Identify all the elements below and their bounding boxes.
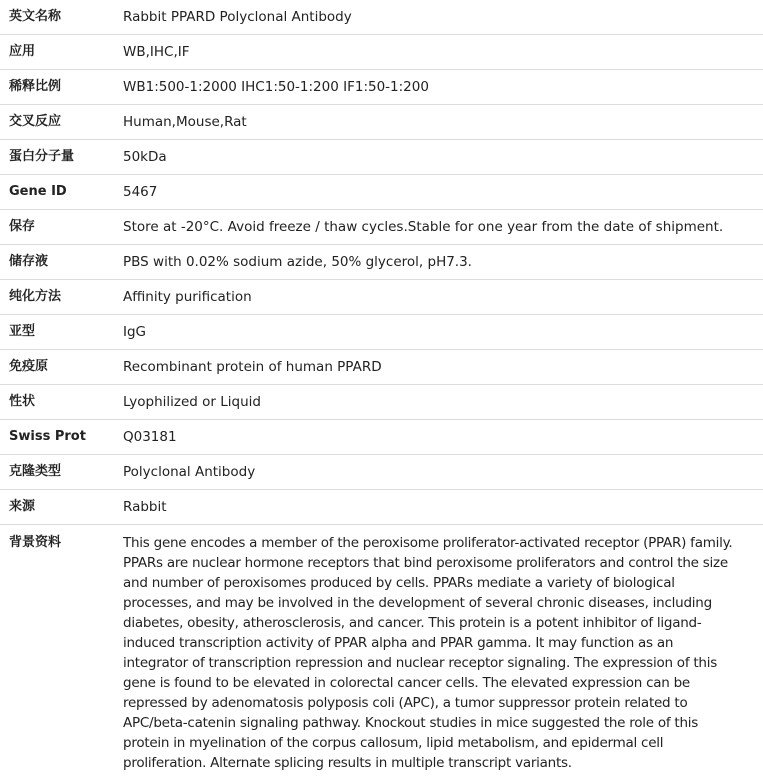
spec-label: 来源 bbox=[0, 490, 122, 525]
spec-row bbox=[0, 350, 763, 385]
spec-value: Recombinant protein of human PPARD bbox=[122, 350, 763, 385]
background-line: PPARs are nuclear hormone receptors that bind peroxisome proliferators and control the size bbox=[123, 555, 728, 571]
spec-value: WB1:500-1:2000 IHC1:50-1:200 IF1:50-1:200 bbox=[122, 70, 763, 105]
spec-row bbox=[0, 315, 763, 350]
spec-row bbox=[0, 105, 763, 140]
background-line: protein in myelination of the corpus callosum, lipid metabolism, and epidermal cell bbox=[123, 735, 664, 751]
background-line: integrator of transcription repression and nuclear receptor signaling. The expression of this bbox=[123, 655, 717, 671]
background-line: diabetes, obesity, atherosclerosis, and cancer. This protein is a potent inhibitor of ligand- bbox=[123, 615, 702, 631]
spec-label: 保存 bbox=[0, 210, 122, 245]
background-row bbox=[0, 525, 763, 774]
background-line: repressed by adenomatosis polyposis coli (APC), a tumor suppressor protein related to bbox=[123, 695, 688, 711]
background-line: and number of peroxisomes produced by cells. PPARs mediate a variety of biological bbox=[123, 575, 675, 591]
spec-value: Affinity purification bbox=[122, 280, 763, 315]
spec-row bbox=[0, 70, 763, 105]
background-line: APC/beta-catenin signaling pathway. Knockout studies in mice suggested the role of this bbox=[123, 715, 699, 731]
background-line: induced transcription activity of PPAR alpha and PPAR gamma. It may function as an bbox=[123, 635, 674, 651]
background-line: This gene encodes a member of the peroxisome proliferator-activated receptor (PPAR) family. bbox=[123, 535, 733, 551]
spec-label: 储存液 bbox=[0, 245, 122, 280]
spec-label: 英文名称 bbox=[0, 0, 122, 35]
spec-row bbox=[0, 490, 763, 525]
spec-label: 应用 bbox=[0, 35, 122, 70]
spec-value: IgG bbox=[122, 315, 763, 350]
spec-value: Rabbit bbox=[122, 490, 763, 525]
spec-row bbox=[0, 385, 763, 420]
spec-label: 蛋白分子量 bbox=[0, 140, 122, 175]
spec-value: PBS with 0.02% sodium azide, 50% glycerol, pH7.3. bbox=[122, 245, 763, 280]
spec-label: 克隆类型 bbox=[0, 455, 122, 490]
spec-row bbox=[0, 175, 763, 210]
spec-value: Human,Mouse,Rat bbox=[122, 105, 763, 140]
spec-label: 亚型 bbox=[0, 315, 122, 350]
spec-label: 稀释比例 bbox=[0, 70, 122, 105]
background-line: proliferation. Alternate splicing results in multiple transcript variants. bbox=[123, 755, 572, 771]
spec-row bbox=[0, 280, 763, 315]
spec-row bbox=[0, 35, 763, 70]
spec-label: 交叉反应 bbox=[0, 105, 122, 140]
background-line: processes, and may be involved in the development of several chronic diseases, including bbox=[123, 595, 712, 611]
spec-row bbox=[0, 245, 763, 280]
spec-value: 5467 bbox=[122, 175, 763, 210]
spec-row bbox=[0, 140, 763, 175]
spec-row bbox=[0, 455, 763, 490]
spec-label: Gene ID bbox=[0, 175, 122, 210]
spec-value: Lyophilized or Liquid bbox=[122, 385, 763, 420]
spec-label: 纯化方法 bbox=[0, 280, 122, 315]
spec-row bbox=[0, 210, 763, 245]
spec-label: 背景资料 bbox=[9, 535, 62, 550]
spec-value: WB,IHC,IF bbox=[122, 35, 763, 70]
spec-label: 免疫原 bbox=[0, 350, 122, 385]
spec-row bbox=[0, 420, 763, 455]
spec-value: Store at -20°C. Avoid freeze / thaw cycles.Stable for one year from the date of shipment. bbox=[122, 210, 763, 245]
spec-value: 50kDa bbox=[122, 140, 763, 175]
spec-value: Rabbit PPARD Polyclonal Antibody bbox=[122, 0, 763, 35]
spec-label: 性状 bbox=[0, 385, 122, 420]
spec-value: Q03181 bbox=[122, 420, 763, 455]
spec-value: Polyclonal Antibody bbox=[122, 455, 763, 490]
spec-label: Swiss Prot bbox=[0, 420, 122, 455]
background-text bbox=[122, 525, 763, 774]
spec-row bbox=[0, 0, 763, 35]
background-line: gene is found to be elevated in colorectal cancer cells. The elevated expression can be bbox=[123, 675, 690, 691]
